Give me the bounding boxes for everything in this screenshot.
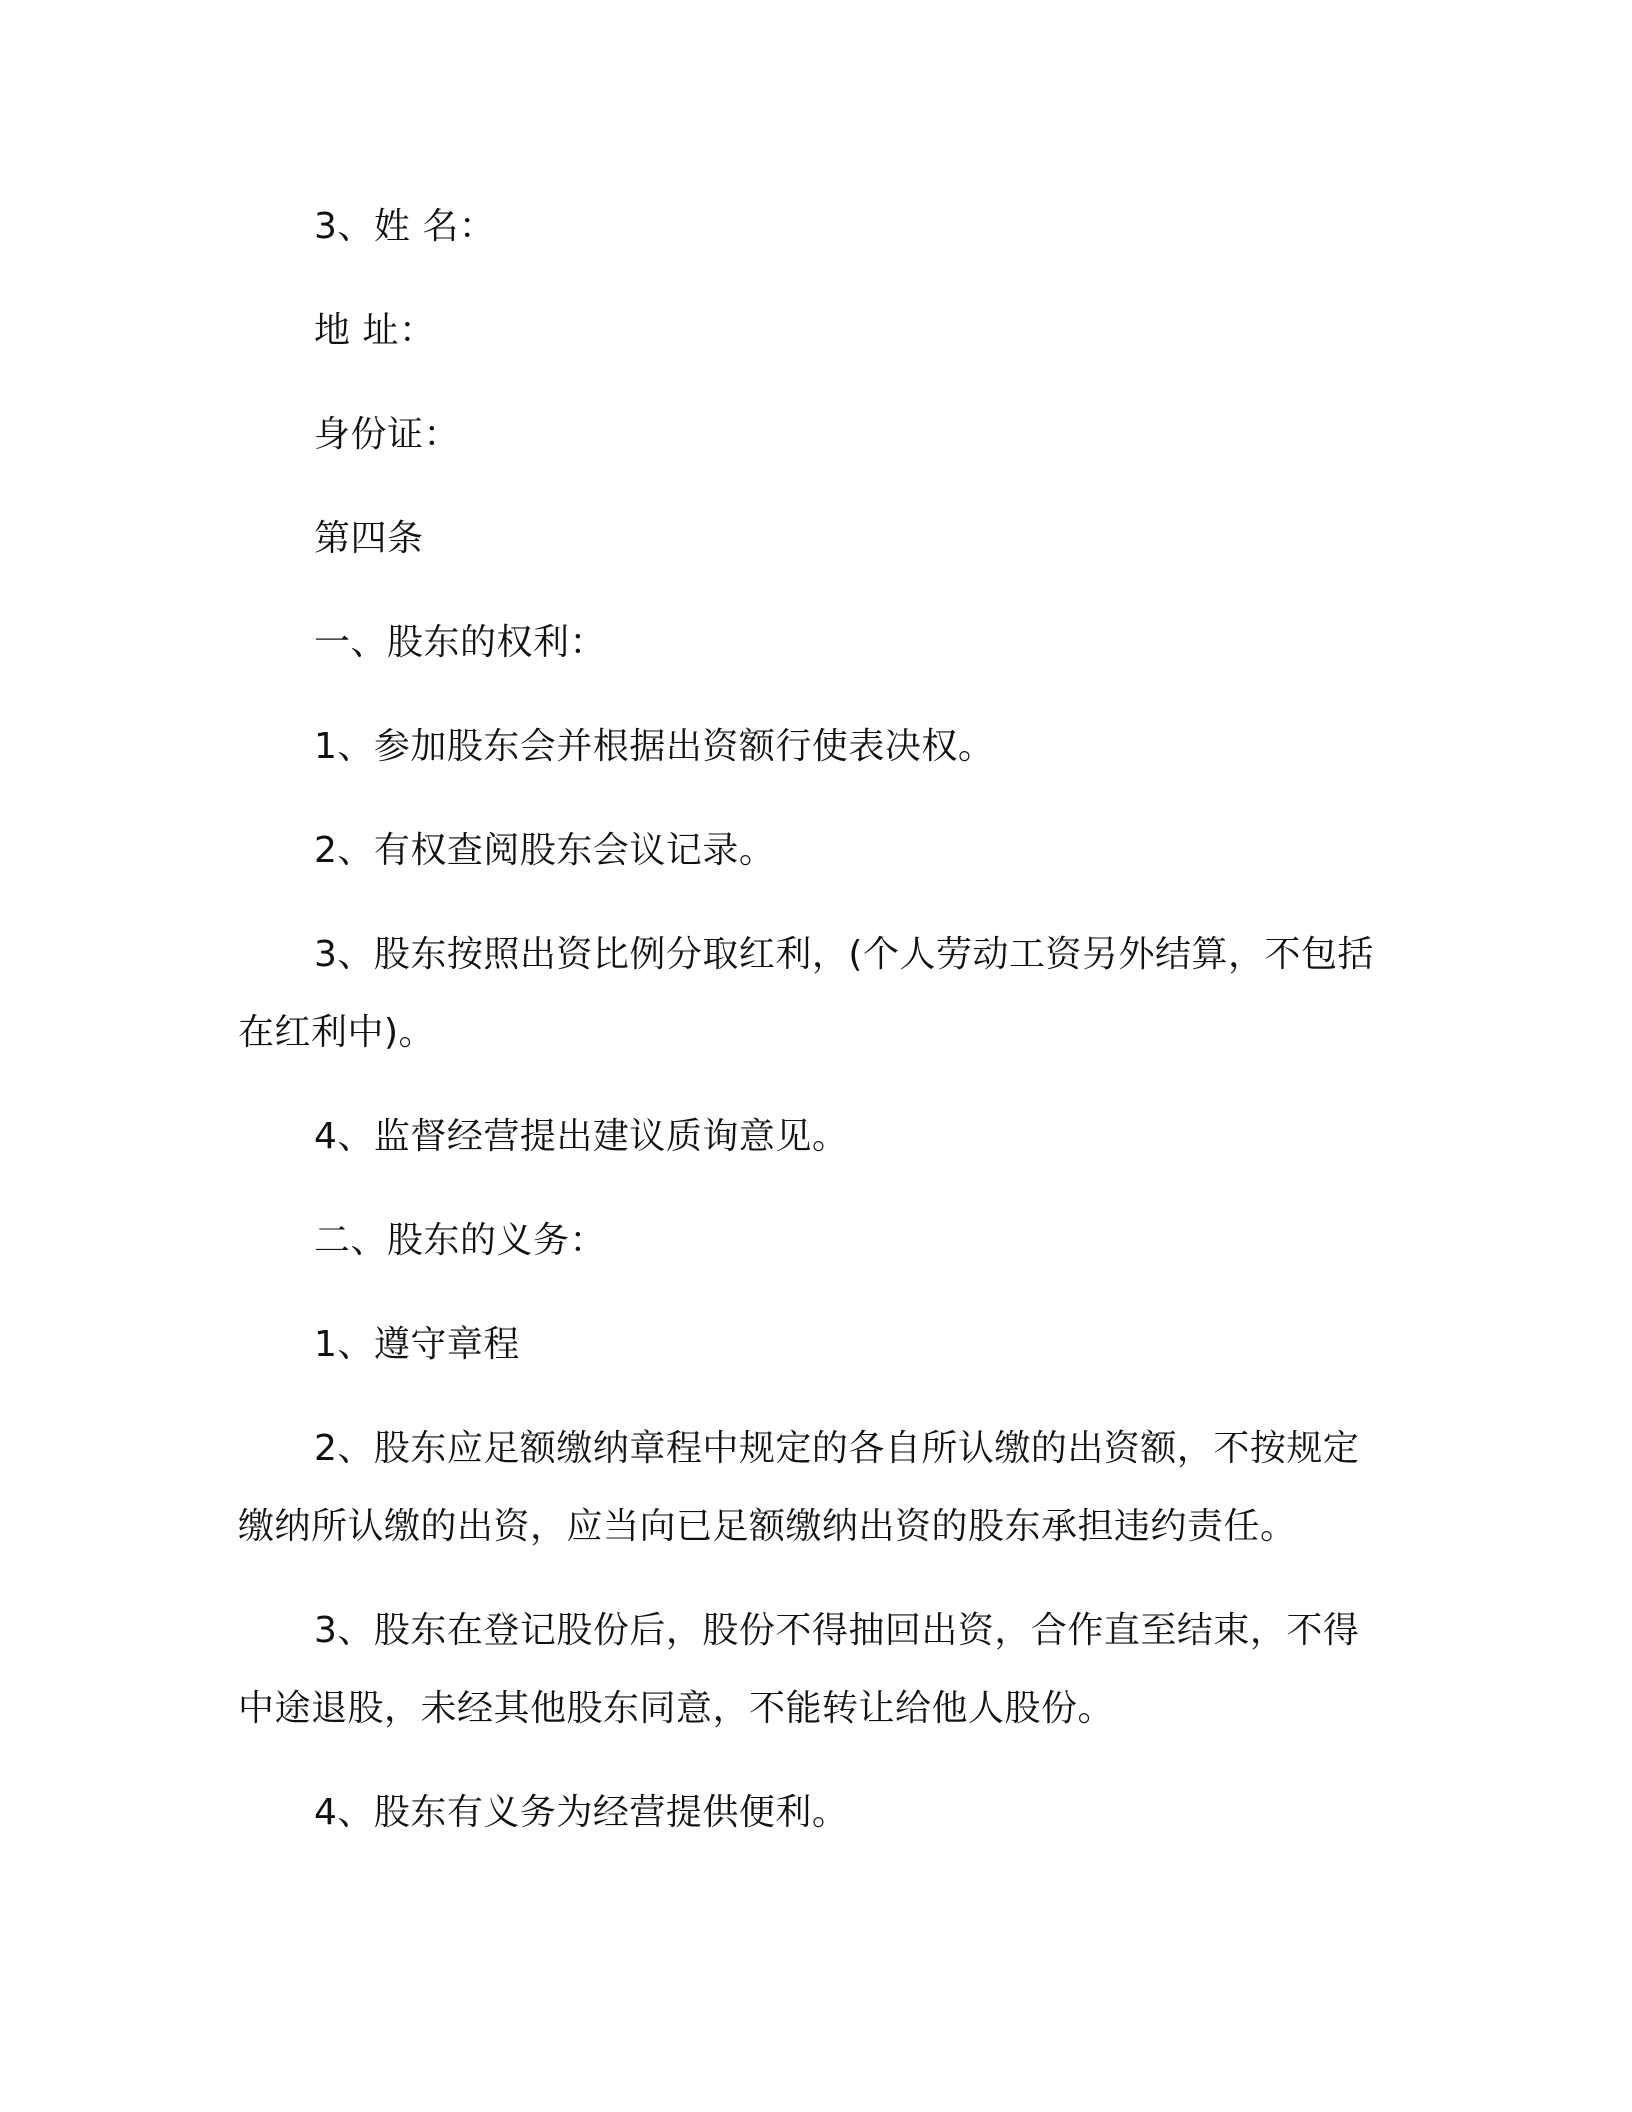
document-body [238,188,1378,1878]
rights-item-4: 4、监督经营提出建议质询意见。 [314,1116,849,1157]
obligations-item-3: 3、股东在登记股份后，股份不得抽回出资，合作直至结束，不得中途退股，未经其他股东同意，不能转让给他人股份。 [238,1610,1360,1729]
field-name-3: 3、姓 名： [314,206,496,247]
field-id-card: 身份证： [314,414,461,455]
rights-item-2: 2、有权查阅股东会议记录。 [314,830,776,871]
obligations-item-2: 2、股东应足额缴纳章程中规定的各自所认缴的出资额，不按规定缴纳所认缴的出资，应当向已足额缴纳出资的股东承担违约责任。 [238,1428,1360,1547]
section-shareholder-rights: 一、股东的权利： [314,622,607,663]
obligations-item-1: 1、遵守章程 [314,1324,520,1365]
field-address: 地 址： [314,310,436,351]
section-shareholder-obligations: 二、股东的义务： [314,1220,607,1261]
rights-item-1: 1、参加股东会并根据出资额行使表决权。 [314,726,995,767]
obligations-item-4: 4、股东有义务为经营提供便利。 [314,1792,849,1833]
article-four-heading: 第四条 [314,518,424,559]
rights-item-3: 3、股东按照出资比例分取红利，(个人劳动工资另外结算，不包括在红利中)。 [238,934,1374,1053]
